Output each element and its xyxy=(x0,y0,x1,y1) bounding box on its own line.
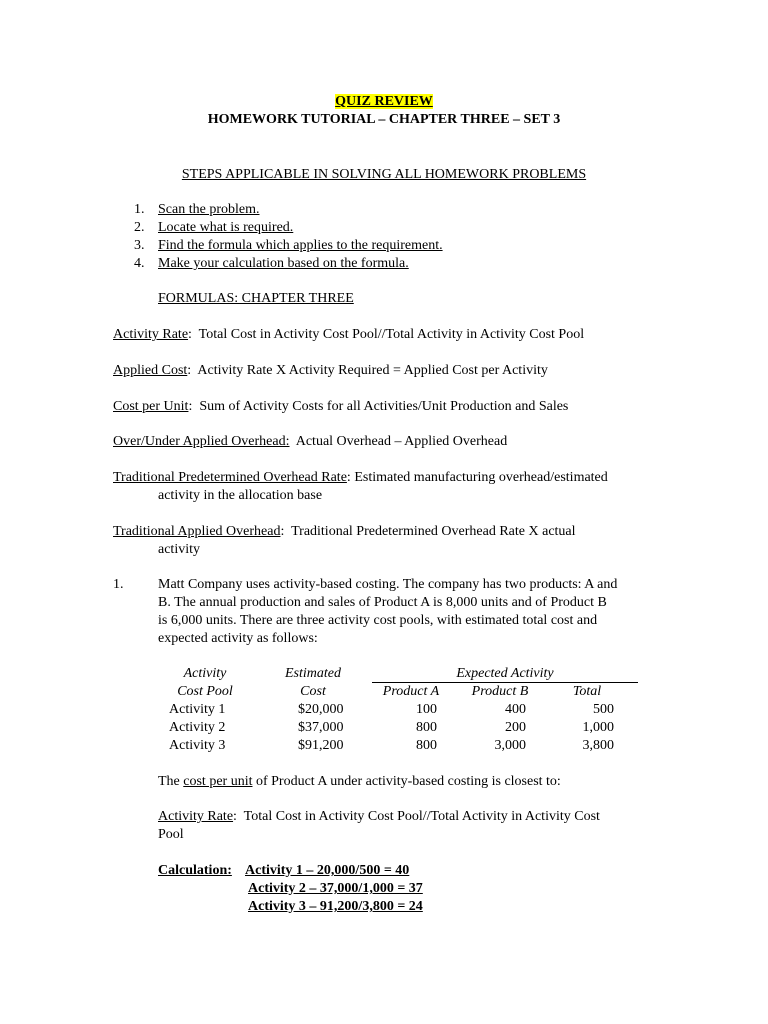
question-term: cost per unit xyxy=(183,774,253,789)
formula-term: Activity Rate xyxy=(113,327,189,342)
formula-colon: : xyxy=(280,524,285,539)
formula-term: Over/Under Applied Overhead: xyxy=(113,434,290,449)
quiz-title: QUIZ REVIEW xyxy=(335,94,433,109)
calculation-label: Calculation: xyxy=(158,863,232,878)
table-cell: 800 xyxy=(416,720,437,735)
table-cell: $91,200 xyxy=(298,738,344,753)
step-number: 2. xyxy=(134,220,145,235)
table-cell: 100 xyxy=(416,702,437,717)
step-text: Make your calculation based on the formula. xyxy=(158,256,409,271)
table-cell: 3,800 xyxy=(582,738,614,753)
formula-text: Total Cost in Activity Cost Pool//Total Activity in Activity Cost Pool xyxy=(191,327,585,342)
table-cell: 200 xyxy=(505,720,526,735)
formula-colon: : xyxy=(188,399,193,414)
calculation-line: Activity 3 – 91,200/3,800 = 24 xyxy=(248,899,423,914)
table-cell: 400 xyxy=(505,702,526,717)
step-text: Find the formula which applies to the requirement. xyxy=(158,238,443,253)
problem-line: is 6,000 units. There are three activity cost pools, with estimated total cost and xyxy=(158,613,598,628)
formula-activity-rate xyxy=(113,326,584,344)
problem-line: B. The annual production and sales of Product A is 8,000 units and of Product B xyxy=(158,595,607,610)
formula-traditional-rate xyxy=(113,469,608,487)
problem-number: 1. xyxy=(113,577,124,592)
homework-subtitle: HOMEWORK TUTORIAL – CHAPTER THREE – SET 3 xyxy=(207,112,561,127)
problem-line: expected activity as follows: xyxy=(158,631,318,646)
table-cell: Activity 1 xyxy=(169,702,226,717)
formula-text: Sum of Activity Costs for all Activities/Unit Production and Sales xyxy=(192,399,569,414)
formula-text: Estimated manufacturing overhead/estimated xyxy=(350,470,608,485)
table-cell: $37,000 xyxy=(298,720,344,735)
question-post: of Product A under activity-based costing is closest to: xyxy=(252,774,561,789)
activity-rate-line xyxy=(158,808,600,826)
table-cell: 3,000 xyxy=(494,738,526,753)
rate-term: Activity Rate xyxy=(158,809,234,824)
formula-text: Traditional Predetermined Overhead Rate X actual xyxy=(284,524,576,539)
table-cell: 800 xyxy=(416,738,437,753)
formula-text: Activity Rate X Activity Required = Applied Cost per Activity xyxy=(191,363,548,378)
step-text: Scan the problem. xyxy=(158,202,260,217)
formula-continuation: activity xyxy=(158,542,200,557)
formula-colon: : xyxy=(187,363,192,378)
table-cell: Activity 2 xyxy=(169,720,226,735)
steps-heading: STEPS APPLICABLE IN SOLVING ALL HOMEWORK PROBLEMS xyxy=(181,167,587,182)
table-cell: $20,000 xyxy=(298,702,344,717)
formula-term: Cost per Unit xyxy=(113,399,189,414)
calculation-line: Activity 1 – 20,000/500 = 40 xyxy=(245,863,410,878)
problem-line: Matt Company uses activity-based costing. The company has two products: A and xyxy=(158,577,618,592)
header-expected-activity: Expected Activity xyxy=(456,666,554,681)
header-activity: Activity xyxy=(183,666,227,681)
header-product-b: Product B xyxy=(471,684,529,699)
header-cost-pool: Cost Pool xyxy=(177,684,233,699)
formula-traditional-applied xyxy=(113,523,576,541)
step-number: 3. xyxy=(134,238,145,253)
table-cell: Activity 3 xyxy=(169,738,226,753)
step-number: 1. xyxy=(134,202,145,217)
rate-text: : Total Cost in Activity Cost Pool//Total Activity in Activity Cost xyxy=(233,809,600,824)
formula-term: Traditional Predetermined Overhead Rate xyxy=(113,470,347,485)
question-pre: The xyxy=(158,774,184,789)
formula-applied-cost xyxy=(113,362,548,380)
formula-text: Actual Overhead – Applied Overhead xyxy=(289,434,508,449)
quiz-title-line xyxy=(0,93,768,111)
rate-continuation: Pool xyxy=(158,827,184,842)
step-number: 4. xyxy=(134,256,145,271)
formula-term: Traditional Applied Overhead xyxy=(113,524,281,539)
formula-term: Applied Cost xyxy=(113,363,188,378)
header-total: Total xyxy=(572,684,602,699)
formula-continuation: activity in the allocation base xyxy=(158,488,323,503)
header-estimated: Estimated xyxy=(285,666,341,681)
formula-colon: : xyxy=(346,470,351,485)
calculation-line: Activity 2 – 37,000/1,000 = 37 xyxy=(248,881,423,896)
step-text: Locate what is required. xyxy=(158,220,294,235)
formula-cost-per-unit xyxy=(113,398,568,416)
formula-colon: : xyxy=(188,327,192,342)
question-text xyxy=(158,773,561,791)
header-product-a: Product A xyxy=(382,684,440,699)
table-cell: 500 xyxy=(593,702,614,717)
formula-over-under-applied xyxy=(113,433,507,451)
formulas-heading: FORMULAS: CHAPTER THREE xyxy=(158,291,354,306)
header-cost: Cost xyxy=(300,684,326,699)
table-cell: 1,000 xyxy=(582,720,614,735)
